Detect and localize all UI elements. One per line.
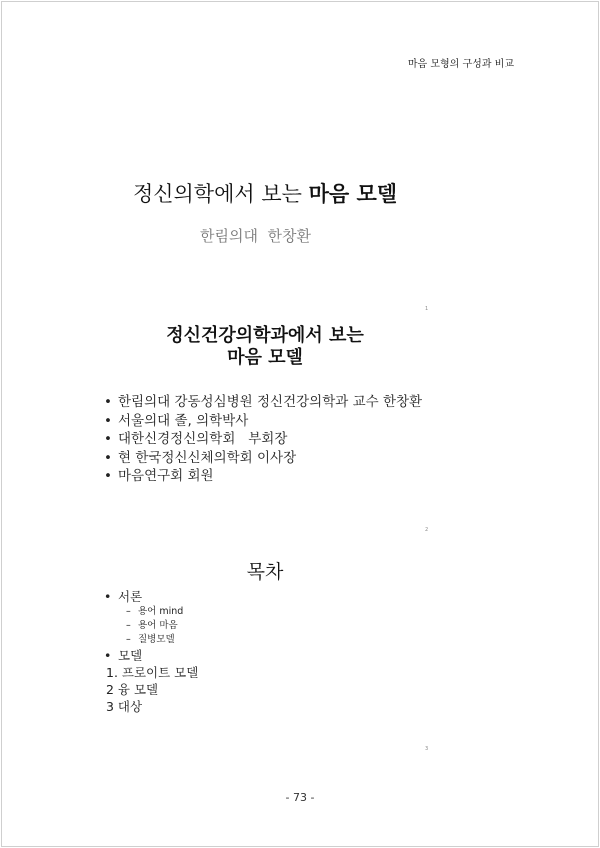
running-header: 마음 모형의 구성과 비교 bbox=[407, 59, 514, 70]
list-item: • 대한신경정신의학회 부회장 bbox=[104, 430, 424, 449]
slide2-title-line2: 마음 모델 bbox=[227, 347, 303, 368]
page-footer-number: - 73 - bbox=[285, 791, 315, 804]
list-item: • 한림의대 강동성심병원 정신건강의학과 교수 한창환 bbox=[104, 393, 424, 412]
slide1-title-bold: 마음 모델 bbox=[308, 182, 398, 206]
slide3-title: 목차 bbox=[246, 561, 284, 583]
slide2-page-number: 2 bbox=[425, 527, 429, 533]
slide2-title-line1: 정신건강의학과에서 보는 bbox=[166, 325, 364, 346]
toc-subitem: – 용어 마음 bbox=[104, 619, 198, 633]
toc-subitem: – 질병모델 bbox=[104, 633, 198, 647]
list-item: • 마음연구회 회원 bbox=[104, 467, 424, 486]
toc-item: • 모델 bbox=[104, 647, 198, 664]
list-item: • 현 한국정신신체의학회 이사장 bbox=[104, 449, 424, 468]
slide3-page-number: 3 bbox=[425, 746, 429, 752]
list-item: • 서울의대 졸, 의학박사 bbox=[104, 412, 424, 431]
slide1-author: 한림의대 한창환 bbox=[200, 227, 311, 245]
slide1-page-number: 1 bbox=[425, 306, 429, 312]
toc-subitem: – 용어 mind bbox=[104, 605, 198, 619]
slide1-title-plain: 정신의학에서 보는 bbox=[132, 182, 309, 206]
slide2-bullet-list bbox=[104, 393, 424, 486]
toc-item: 2 융 모델 bbox=[106, 682, 159, 697]
toc-item: • 서론 bbox=[104, 588, 198, 605]
toc-item: 3 대상 bbox=[106, 699, 143, 714]
toc-item: 1. 프로이트 모델 bbox=[106, 665, 199, 680]
slide2-title bbox=[100, 325, 430, 369]
slide1-title bbox=[100, 178, 430, 208]
toc-list bbox=[104, 588, 198, 715]
